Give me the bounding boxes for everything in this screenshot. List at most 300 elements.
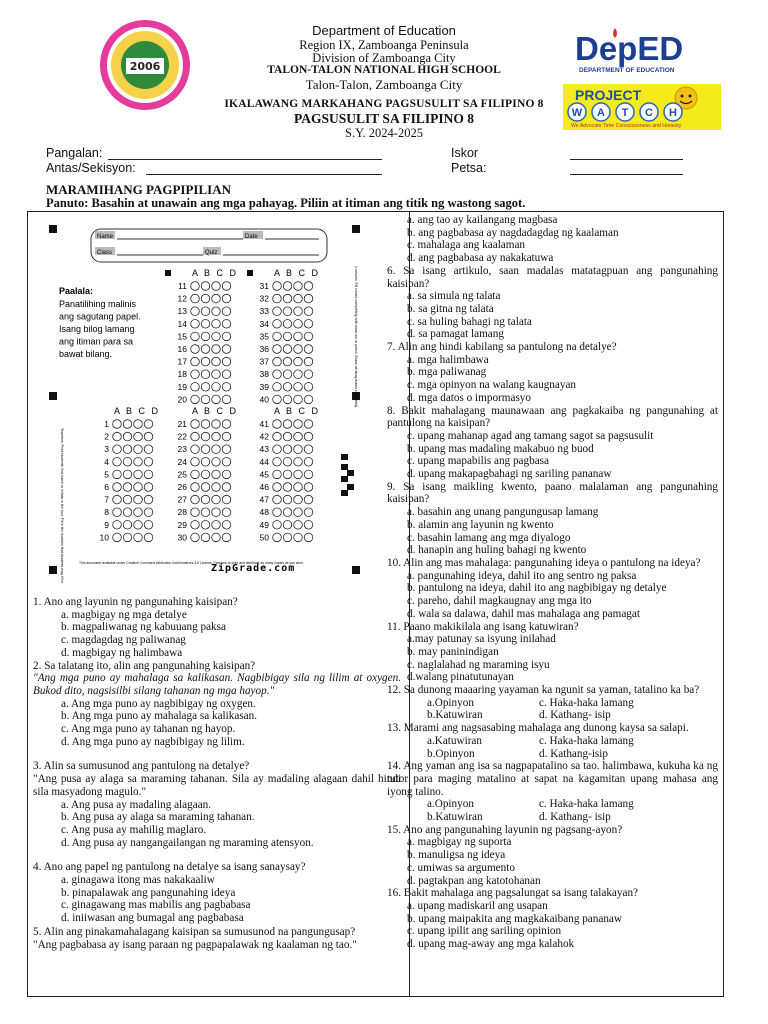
answer-choice[interactable]: d.walang pinatutunayan (407, 671, 514, 684)
answer-choice[interactable]: a. ang tao ay kailangang magbasa (407, 214, 558, 226)
answer-choice[interactable]: b. pantulong na ideya, dahil ito ang nagbibigay ng detalye (407, 582, 667, 595)
answer-bubble[interactable] (283, 294, 292, 303)
date-field[interactable] (570, 174, 683, 175)
answer-bubble[interactable] (201, 495, 210, 504)
answer-bubble[interactable] (294, 370, 303, 379)
answer-bubble[interactable] (123, 483, 132, 492)
bubble-grid[interactable] (100, 268, 320, 542)
answer-bubble[interactable] (201, 395, 210, 404)
answer-bubble[interactable] (222, 294, 231, 303)
answer-bubble[interactable] (294, 458, 303, 467)
bubble-row-number: 26 (177, 482, 187, 492)
answer-bubble[interactable] (222, 432, 231, 441)
answer-bubble[interactable] (123, 508, 132, 517)
answer-bubble[interactable] (283, 357, 292, 366)
answer-bubble[interactable] (113, 458, 122, 467)
deped-wordmark: DepED (575, 30, 684, 67)
answer-bubble[interactable] (191, 332, 200, 341)
answer-choice[interactable]: b. ang pagbabasa ay nagdadagdag ng kaalaman (407, 226, 619, 239)
answer-bubble[interactable] (144, 458, 153, 467)
answer-choice[interactable]: c. upang ipilit ang sariling opinion (407, 925, 562, 938)
answer-bubble[interactable] (222, 345, 231, 354)
answer-bubble[interactable] (294, 508, 303, 517)
answer-bubble[interactable] (113, 483, 122, 492)
answer-choice[interactable]: c. Haka-haka lamang (539, 734, 634, 747)
answer-bubble[interactable] (123, 533, 132, 542)
answer-choice-row (387, 798, 718, 811)
answer-bubble[interactable] (294, 294, 303, 303)
answer-bubble[interactable] (201, 432, 210, 441)
answer-choice[interactable]: c. magdagdag ng paliwanag (61, 634, 186, 647)
answer-bubble[interactable] (201, 420, 210, 429)
answer-bubble[interactable] (212, 445, 221, 454)
answer-bubble[interactable] (201, 458, 210, 467)
score-field[interactable] (570, 159, 683, 160)
answer-bubble[interactable] (212, 357, 221, 366)
answer-bubble[interactable] (113, 445, 122, 454)
answer-choice[interactable]: d. ang pagbabasa ay nakakatuwa (407, 252, 554, 265)
answer-bubble[interactable] (134, 445, 143, 454)
answer-choice[interactable]: c. mahalaga ang kaalaman (407, 239, 526, 252)
answer-bubble[interactable] (113, 420, 122, 429)
answer-bubble[interactable] (212, 294, 221, 303)
answer-bubble[interactable] (201, 282, 210, 291)
answer-bubble[interactable] (212, 370, 221, 379)
answer-bubble[interactable] (294, 495, 303, 504)
answer-bubble[interactable] (222, 332, 231, 341)
answer-choice[interactable]: d. mga datos o impormasyo (407, 391, 531, 404)
answer-bubble[interactable] (144, 432, 153, 441)
answer-bubble[interactable] (283, 508, 292, 517)
answer-bubble[interactable] (304, 294, 313, 303)
answer-choice[interactable]: c. basahin lamang ang mga diyalogo (407, 531, 571, 544)
bubble-row-number: 45 (259, 469, 269, 480)
answer-bubble[interactable] (191, 533, 200, 542)
answer-bubble[interactable] (191, 320, 200, 329)
answer-bubble[interactable] (273, 521, 282, 530)
answer-choice[interactable]: d. Kathang-isip (539, 747, 608, 760)
date-label: Petsa: (451, 161, 487, 175)
answer-choice[interactable]: b. magpaliwanag ng kabuuang paksa (61, 621, 226, 634)
answer-choice[interactable]: b. may paninindigan (407, 645, 499, 658)
answer-bubble[interactable] (212, 508, 221, 517)
answer-bubble[interactable] (283, 495, 292, 504)
answer-bubble[interactable] (273, 332, 282, 341)
answer-bubble[interactable] (191, 521, 200, 530)
answer-bubble[interactable] (201, 307, 210, 316)
answer-bubble[interactable] (294, 383, 303, 392)
answer-bubble[interactable] (273, 432, 282, 441)
answer-bubble[interactable] (191, 307, 200, 316)
answer-choice[interactable]: d. magbigay ng halimbawa (61, 646, 183, 659)
answer-choice[interactable]: c. upang mapabilis ang pagbasa (407, 455, 549, 468)
answer-bubble[interactable] (134, 420, 143, 429)
answer-bubble[interactable] (222, 458, 231, 467)
answer-bubble[interactable] (201, 383, 210, 392)
sheet-quiz-label: Quiz (205, 250, 218, 256)
answer-choice[interactable]: b. upang mas madaling makabuo ng buod (407, 442, 594, 455)
answer-choice[interactable]: c. naglalahad ng maraming isyu (407, 658, 550, 671)
answer-bubble[interactable] (283, 483, 292, 492)
answer-bubble[interactable] (273, 320, 282, 329)
answer-bubble[interactable] (304, 395, 313, 404)
answer-bubble[interactable] (212, 307, 221, 316)
answer-bubble[interactable] (222, 508, 231, 517)
bubble-row-number: 27 (177, 494, 187, 505)
answer-bubble[interactable] (212, 332, 221, 341)
section-title: MARAMIHANG PAGPIPILIAN (46, 182, 231, 197)
answer-bubble[interactable] (123, 521, 132, 530)
answer-bubble[interactable] (273, 307, 282, 316)
answer-bubble[interactable] (283, 383, 292, 392)
answer-bubble[interactable] (201, 294, 210, 303)
bubble-row-number: 4 (104, 456, 109, 467)
answer-choice[interactable]: b.Katuwiran (427, 709, 483, 722)
answer-bubble[interactable] (212, 458, 221, 467)
answer-bubble[interactable] (191, 495, 200, 504)
answer-bubble[interactable] (304, 470, 313, 479)
watch-letter: A (597, 107, 605, 119)
answer-choice[interactable]: d. pagtakpan ang katotohanan (407, 874, 541, 887)
answer-choice[interactable]: c. ginagawang mas mabilis ang pagbabasa (61, 899, 251, 912)
answer-bubble[interactable] (304, 345, 313, 354)
answer-bubble[interactable] (283, 521, 292, 530)
answer-bubble[interactable] (144, 483, 153, 492)
answer-choice[interactable]: b. alamin ang layunin ng kwento (407, 518, 554, 531)
answer-choice[interactable]: b. Ang mga puno ay mahalaga sa kalikasan. (61, 710, 258, 723)
answer-bubble[interactable] (191, 370, 200, 379)
answer-bubble[interactable] (304, 495, 313, 504)
answer-choice[interactable]: c. Haka-haka lamang (539, 798, 634, 811)
corner-marker (49, 566, 57, 574)
answer-bubble[interactable] (304, 420, 313, 429)
answer-bubble[interactable] (134, 495, 143, 504)
answer-bubble[interactable] (222, 370, 231, 379)
answer-choice[interactable]: c. Haka-haka lamang (539, 696, 634, 709)
bubble-row-number: 31 (259, 281, 269, 291)
answer-bubble[interactable] (304, 483, 313, 492)
answer-bubble[interactable] (212, 483, 221, 492)
answer-bubble[interactable] (201, 357, 210, 366)
answer-bubble[interactable] (191, 432, 200, 441)
answer-bubble[interactable] (134, 533, 143, 542)
answer-bubble[interactable] (191, 508, 200, 517)
answer-choice[interactable]: b. sa gitna ng talata (407, 302, 494, 315)
answer-bubble[interactable] (304, 332, 313, 341)
answer-bubble[interactable] (212, 432, 221, 441)
answer-bubble[interactable] (273, 508, 282, 517)
answer-choice[interactable]: a. magbigay ng suporta (407, 836, 512, 849)
answer-bubble[interactable] (294, 345, 303, 354)
answer-bubble[interactable] (144, 495, 153, 504)
answer-choice[interactable]: b. mga paliwanag (407, 366, 487, 379)
answer-bubble[interactable] (191, 383, 200, 392)
answer-bubble[interactable] (304, 320, 313, 329)
answer-bubble[interactable] (134, 470, 143, 479)
answer-bubble[interactable] (201, 508, 210, 517)
answer-bubble[interactable] (294, 395, 303, 404)
answer-choice[interactable]: d. Ang mga puno ay nagbibigay ng lilim. (61, 735, 245, 748)
answer-bubble[interactable] (283, 445, 292, 454)
answer-bubble[interactable] (144, 533, 153, 542)
answer-choice[interactable]: a. Ang pusa ay madaling alagaan. (61, 798, 212, 811)
section-field[interactable] (146, 174, 382, 175)
answer-bubble[interactable] (191, 282, 200, 291)
answer-bubble[interactable] (304, 458, 313, 467)
answer-bubble[interactable] (283, 307, 292, 316)
answer-bubble[interactable] (294, 307, 303, 316)
answer-bubble[interactable] (191, 294, 200, 303)
answer-bubble[interactable] (134, 432, 143, 441)
answer-bubble[interactable] (201, 370, 210, 379)
answer-bubble[interactable] (191, 483, 200, 492)
answer-bubble[interactable] (304, 521, 313, 530)
answer-choice[interactable]: c. Ang pusa ay mahilig maglaro. (61, 823, 207, 836)
answer-bubble[interactable] (294, 432, 303, 441)
answer-bubble[interactable] (113, 533, 122, 542)
answer-bubble[interactable] (304, 370, 313, 379)
answer-choice[interactable]: d. iniiwasan ang bumagal ang pagbabasa (61, 912, 244, 925)
answer-bubble[interactable] (123, 495, 132, 504)
answer-bubble[interactable] (144, 420, 153, 429)
bubble-row-number: 18 (177, 369, 187, 380)
answer-bubble[interactable] (212, 395, 221, 404)
answer-bubble[interactable] (283, 470, 292, 479)
answer-bubble[interactable] (273, 420, 282, 429)
answer-bubble[interactable] (212, 383, 221, 392)
corner-marker (49, 225, 57, 233)
bubble-row-number: 3 (104, 444, 109, 455)
answer-choice[interactable]: b. manuligsa ng ideya (407, 849, 506, 862)
answer-bubble[interactable] (123, 470, 132, 479)
answer-bubble[interactable] (134, 521, 143, 530)
answer-bubble[interactable] (222, 470, 231, 479)
answer-bubble[interactable] (304, 445, 313, 454)
answer-bubble[interactable] (212, 320, 221, 329)
answer-bubble[interactable] (212, 495, 221, 504)
answer-bubble[interactable] (273, 533, 282, 542)
answer-bubble[interactable] (134, 458, 143, 467)
bubble-row-number: 15 (177, 331, 187, 342)
answer-bubble[interactable] (273, 495, 282, 504)
answer-choice[interactable]: a. ginagawa itong mas nakakaaliw (61, 874, 215, 887)
answer-choice[interactable]: a.Katuwiran (427, 734, 482, 747)
answer-bubble[interactable] (294, 445, 303, 454)
answer-bubble[interactable] (113, 495, 122, 504)
answer-bubble[interactable] (294, 521, 303, 530)
answer-bubble[interactable] (222, 533, 231, 542)
answer-bubble[interactable] (123, 458, 132, 467)
answer-bubble[interactable] (201, 320, 210, 329)
answer-bubble[interactable] (201, 345, 210, 354)
answer-bubble[interactable] (283, 370, 292, 379)
answer-bubble[interactable] (294, 533, 303, 542)
answer-bubble[interactable] (191, 345, 200, 354)
corner-marker (352, 225, 360, 233)
answer-bubble[interactable] (273, 470, 282, 479)
answer-bubble[interactable] (222, 357, 231, 366)
answer-bubble[interactable] (212, 282, 221, 291)
name-box (91, 229, 327, 262)
answer-bubble[interactable] (191, 458, 200, 467)
answer-bubble[interactable] (273, 357, 282, 366)
answer-choice[interactable]: a. Ang mga puno ay nagbibigay ng oxygen. (61, 697, 256, 710)
answer-bubble[interactable] (304, 432, 313, 441)
answer-choice[interactable]: c. upang mahanap agad ang tamang sagot sa pagsusulit (407, 429, 654, 442)
name-field[interactable] (108, 159, 382, 160)
answer-bubble[interactable] (283, 282, 292, 291)
answer-bubble[interactable] (201, 533, 210, 542)
answer-bubble[interactable] (273, 395, 282, 404)
answer-bubble[interactable] (273, 383, 282, 392)
answer-choice[interactable]: b. pinapalawak ang pangunahing ideya (61, 886, 236, 899)
answer-bubble[interactable] (222, 282, 231, 291)
answer-choice[interactable]: c. pareho, dahil magkaugnay ang mga ito (407, 595, 592, 608)
answer-choice[interactable]: d. Kathang- isip (539, 811, 611, 824)
answer-choice[interactable]: c. sa huling bahagi ng talata (407, 315, 532, 328)
answer-bubble[interactable] (222, 395, 231, 404)
answer-bubble[interactable] (222, 495, 231, 504)
bubble-row-number: 5 (104, 469, 109, 480)
question-text: 10. Alin ang mas mahalaga: pangunahing ideya o pantulong na ideya? (387, 556, 701, 569)
answer-bubble[interactable] (123, 445, 132, 454)
answer-bubble[interactable] (144, 521, 153, 530)
answer-choice[interactable]: d. wala sa dalawa, dahil mas mahalaga ang pamagat (407, 607, 640, 620)
answer-bubble[interactable] (222, 420, 231, 429)
answer-bubble[interactable] (134, 483, 143, 492)
answer-bubble[interactable] (273, 370, 282, 379)
answer-choice[interactable]: b. upang maipakita ang magkakaibang pananaw (407, 912, 622, 925)
answer-choice[interactable]: a. magbigay ng mga detalye (61, 608, 187, 621)
answer-choice[interactable]: a. sa simula ng talata (407, 290, 501, 303)
answer-bubble[interactable] (191, 395, 200, 404)
answer-bubble[interactable] (191, 357, 200, 366)
answer-bubble[interactable] (212, 533, 221, 542)
answer-choice[interactable]: a.may patunay sa isyung inilahad (407, 633, 556, 646)
answer-bubble[interactable] (304, 282, 313, 291)
answer-bubble[interactable] (123, 432, 132, 441)
answer-bubble[interactable] (212, 345, 221, 354)
answer-choice[interactable]: d. Ang pusa ay nangangailangan ng maraming atensyon. (61, 836, 314, 849)
answer-choice[interactable]: b.Opinyon (427, 747, 475, 760)
answer-bubble[interactable] (294, 320, 303, 329)
answer-choice[interactable]: a.Opinyon (427, 696, 474, 709)
answer-choice[interactable]: c. Ang mga puno ay tahanan ng hayop. (61, 723, 236, 736)
answer-bubble[interactable] (304, 307, 313, 316)
answer-bubble[interactable] (113, 508, 122, 517)
answer-bubble[interactable] (201, 483, 210, 492)
answer-bubble[interactable] (212, 420, 221, 429)
bubble-row-number: 37 (259, 356, 269, 367)
bubble-row-number: 23 (177, 444, 187, 455)
answer-bubble[interactable] (212, 470, 221, 479)
answer-choice[interactable]: a.Opinyon (427, 798, 474, 811)
answer-choice[interactable]: c. mga opinyon na walang kaugnayan (407, 379, 577, 392)
answer-bubble[interactable] (283, 432, 292, 441)
answer-choice[interactable]: d. upang makapagbahagi ng sariling pananaw (407, 468, 612, 481)
answer-bubble[interactable] (283, 332, 292, 341)
answer-choice-row (387, 811, 718, 824)
answer-bubble[interactable] (144, 445, 153, 454)
answer-bubble[interactable] (304, 533, 313, 542)
bubble-row-number: 43 (259, 444, 269, 455)
answer-bubble[interactable] (201, 332, 210, 341)
answer-bubble[interactable] (191, 470, 200, 479)
answer-choice[interactable]: b. Ang pusa ay alaga sa maraming tahanan. (61, 811, 255, 824)
answer-bubble[interactable] (273, 345, 282, 354)
answer-bubble[interactable] (191, 420, 200, 429)
bubble-row-number: 38 (259, 369, 269, 380)
answer-bubble[interactable] (283, 320, 292, 329)
answer-bubble[interactable] (294, 282, 303, 291)
answer-bubble[interactable] (144, 470, 153, 479)
answer-bubble[interactable] (201, 445, 210, 454)
answer-bubble[interactable] (222, 521, 231, 530)
deped-logo (575, 24, 695, 76)
answer-bubble[interactable] (113, 521, 122, 530)
answer-bubble[interactable] (294, 420, 303, 429)
answer-choice[interactable]: a. basahin ang unang pangungusap lamang (407, 506, 599, 519)
answer-choice[interactable]: b.Katuwiran (427, 811, 483, 824)
question-text: 14. Ang yaman ang isa sa nagpapatalino sa tao. halimbawa, kukuha ka ng tutor para maging matalino at sapat na kagamitan upang mahasa ang iyong talino. (387, 760, 718, 798)
answer-bubble[interactable] (294, 357, 303, 366)
answer-choice[interactable]: d. Kathang- isip (539, 709, 611, 722)
answer-choice[interactable]: d. hanapin ang huling bahagi ng kwento (407, 544, 587, 557)
answer-choice[interactable]: a. mga halimbawa (407, 353, 489, 366)
answer-bubble[interactable] (283, 533, 292, 542)
answer-bubble[interactable] (273, 445, 282, 454)
answer-bubble[interactable] (304, 508, 313, 517)
answer-choice[interactable]: d. upang mag-away ang mga kalahok (407, 938, 575, 951)
answer-bubble[interactable] (222, 483, 231, 492)
answer-bubble[interactable] (212, 521, 221, 530)
answer-bubble[interactable] (294, 483, 303, 492)
answer-choice[interactable]: c. umiwas sa argumento (407, 861, 515, 874)
answer-bubble[interactable] (123, 420, 132, 429)
answer-bubble[interactable] (144, 508, 153, 517)
answer-choice[interactable]: a. pangunahing ideya, dahil ito ang sentro ng paksa (407, 569, 637, 582)
bubble-row-number: 41 (259, 419, 269, 429)
answer-bubble[interactable] (222, 383, 231, 392)
score-label: Iskor (451, 146, 479, 160)
sheet-note-line: bawat bilang. (59, 349, 113, 359)
answer-bubble[interactable] (134, 508, 143, 517)
answer-bubble[interactable] (191, 445, 200, 454)
answer-bubble[interactable] (283, 420, 292, 429)
answer-bubble[interactable] (283, 458, 292, 467)
answer-bubble[interactable] (113, 432, 122, 441)
answer-choice[interactable]: d. sa pamagat lamang (407, 328, 504, 341)
answer-bubble[interactable] (294, 332, 303, 341)
answer-bubble[interactable] (294, 470, 303, 479)
answer-bubble[interactable] (304, 357, 313, 366)
answer-bubble[interactable] (273, 483, 282, 492)
timing-mark (347, 484, 354, 490)
answer-bubble[interactable] (222, 445, 231, 454)
answer-choice[interactable]: a. upang madiskaril ang usapan (407, 899, 548, 912)
answer-bubble[interactable] (283, 345, 292, 354)
answer-bubble[interactable] (283, 395, 292, 404)
answer-bubble[interactable] (273, 282, 282, 291)
answer-bubble[interactable] (304, 383, 313, 392)
answer-bubble[interactable] (273, 458, 282, 467)
answer-bubble[interactable] (201, 470, 210, 479)
answer-bubble[interactable] (113, 470, 122, 479)
answer-bubble[interactable] (273, 294, 282, 303)
answer-bubble[interactable] (222, 320, 231, 329)
answer-bubble[interactable] (222, 307, 231, 316)
answer-bubble[interactable] (201, 521, 210, 530)
